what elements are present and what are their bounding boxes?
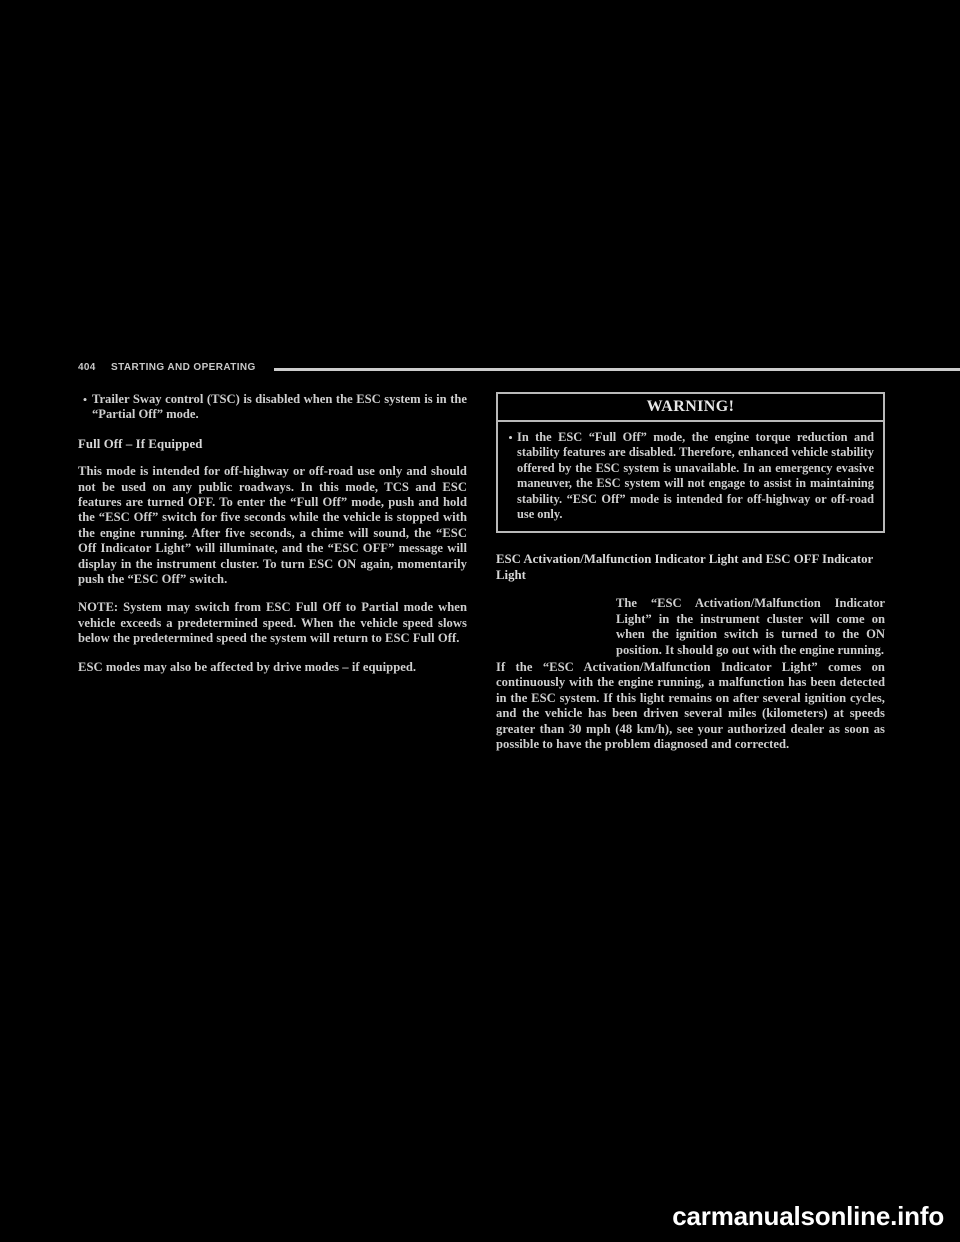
para-indicator-continued: If the “ESC Activation/Malfunction Indicator Light” comes on continuously with the engine running, a malfunction has been detected in the ESC system. If this light remains on after several ignition cycles, and the vehicle has been driven several miles (kilometers) at speeds greater than 30 mph (48 km/h), see your authorized dealer as soon as possible to have the problem diagnosed and corrected.	[496, 660, 885, 752]
para-indicator: The “ESC Activation/Malfunction Indicator Light” in the instrument cluster will come on when the ignition switch is turned to the ON position. It should go out with the engine running.	[616, 596, 885, 657]
page-number: 404	[78, 362, 96, 373]
warning-title: WARNING!	[498, 394, 883, 422]
indicator-indented-block	[616, 596, 885, 658]
bullet-tsc-disabled-text: Trailer Sway control (TSC) is disabled when the ESC system is in the “Partial Off” mode.	[92, 392, 467, 422]
subhead-full-off: Full Off – If Equipped	[78, 436, 203, 451]
header-rule	[274, 368, 960, 371]
left-column	[78, 392, 467, 675]
warning-body	[498, 422, 883, 531]
warning-box	[496, 392, 885, 533]
right-column	[496, 392, 885, 766]
page-header	[78, 362, 884, 378]
bullet-dot-icon: •	[508, 430, 513, 445]
bullet-dot-icon: •	[82, 392, 88, 407]
para-drive-modes: ESC modes may also be affected by drive modes – if equipped.	[78, 659, 417, 674]
bullet-tsc-disabled	[78, 392, 467, 423]
para-note: NOTE: System may switch from ESC Full Off to Partial mode when vehicle exceeds a predetermined speed. When the vehicle speed slows below the predetermined speed the system will return to ESC Full Off.	[78, 600, 467, 646]
running-head: STARTING AND OPERATING	[111, 362, 256, 373]
para-full-off: This mode is intended for off-highway or off-road use only and should not be used on any public roadways. In this mode, TCS and ESC features are turned OFF. To enter the “Full Off” mode, push and hold the “ESC Off” switch for five seconds while the vehicle is stopped with the engine running. After five seconds, a chime will sound, the “ESC Off Indicator Light” will illuminate, and the “ESC OFF” message will display in the instrument cluster. To turn ESC ON again, momentarily push the “ESC Off” switch.	[78, 464, 467, 587]
warning-bullet-text: In the ESC “Full Off” mode, the engine torque reduction and stability features are disabled. Therefore, enhanced vehicle stability offered by the ESC system is unavailable. In an emergency evasive maneuver, the ESC system will not engage to assist in maintaining stability. “ESC Off” mode is intended for off-highway or off-road use only.	[517, 430, 874, 522]
watermark-carmanualsonline: carmanualsonline.info	[672, 1201, 944, 1231]
subhead-esc-indicator: ESC Activation/Malfunction Indicator Light and ESC OFF Indicator Light	[496, 552, 873, 583]
